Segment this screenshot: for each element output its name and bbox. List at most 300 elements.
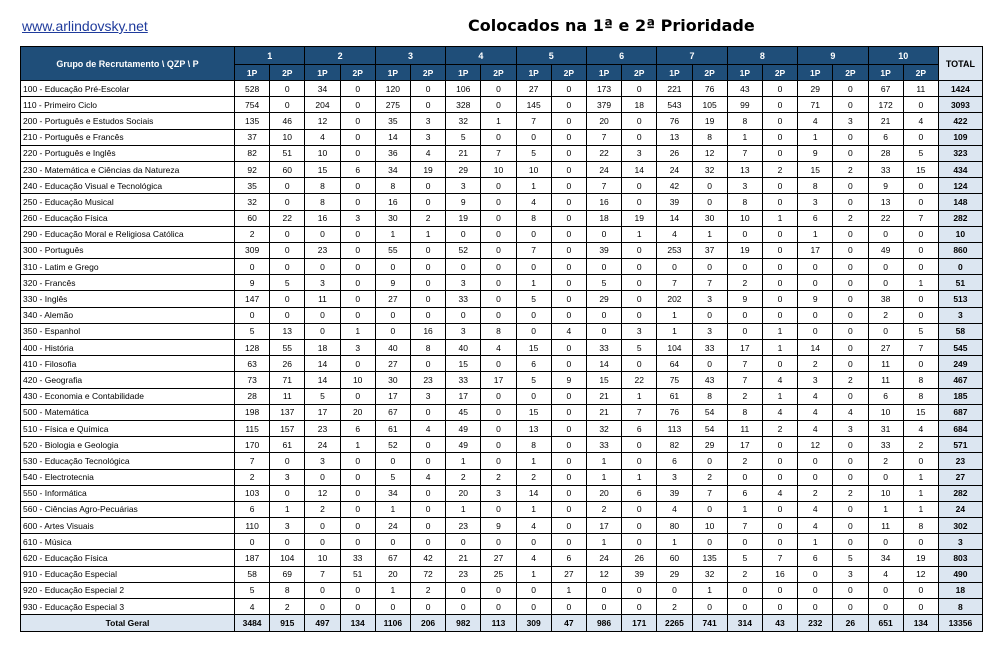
value-cell: 13 (657, 129, 692, 145)
value-cell: 60 (270, 161, 305, 177)
value-cell: 14 (586, 356, 621, 372)
value-cell: 20 (340, 404, 375, 420)
table-row (21, 420, 983, 436)
value-cell: 0 (375, 599, 410, 615)
value-cell: 1 (657, 534, 692, 550)
value-cell: 0 (410, 194, 445, 210)
row-total-cell: 8 (938, 599, 982, 615)
value-cell: 120 (375, 81, 410, 97)
value-cell: 45 (446, 404, 481, 420)
value-cell: 0 (903, 291, 938, 307)
value-cell: 0 (833, 469, 868, 485)
table-row (21, 178, 983, 194)
value-cell: 106 (446, 81, 481, 97)
value-cell: 137 (270, 404, 305, 420)
qzp-header: 8 (727, 47, 797, 65)
value-cell: 38 (868, 291, 903, 307)
priority-header: 2P (270, 65, 305, 81)
value-cell: 1 (516, 566, 551, 582)
value-cell: 8 (481, 323, 516, 339)
total-geral-cell: 171 (622, 615, 657, 632)
qzp-header: 3 (375, 47, 445, 65)
grand-total-cell: 13356 (938, 615, 982, 632)
value-cell: 0 (903, 242, 938, 258)
value-cell: 4 (410, 145, 445, 161)
value-cell: 29 (798, 81, 833, 97)
value-cell: 4 (657, 501, 692, 517)
priority-header: 2P (692, 65, 727, 81)
value-cell: 32 (692, 161, 727, 177)
value-cell: 0 (481, 178, 516, 194)
value-cell: 55 (375, 242, 410, 258)
group-name-cell: 350 - Espanhol (21, 323, 235, 339)
value-cell: 35 (375, 113, 410, 129)
value-cell: 8 (270, 582, 305, 598)
value-cell: 0 (762, 518, 797, 534)
value-cell: 20 (586, 113, 621, 129)
value-cell: 18 (622, 97, 657, 113)
value-cell: 0 (762, 307, 797, 323)
value-cell: 5 (375, 469, 410, 485)
value-cell: 4 (903, 113, 938, 129)
value-cell: 23 (446, 566, 481, 582)
value-cell: 0 (551, 194, 586, 210)
value-cell: 0 (727, 307, 762, 323)
value-cell: 0 (481, 194, 516, 210)
value-cell: 4 (516, 518, 551, 534)
total-column-header: TOTAL (938, 47, 982, 81)
value-cell: 15 (798, 161, 833, 177)
value-cell: 8 (903, 388, 938, 404)
value-cell: 0 (551, 81, 586, 97)
value-cell: 0 (868, 323, 903, 339)
total-geral-cell: 3484 (235, 615, 270, 632)
value-cell: 3 (798, 372, 833, 388)
value-cell: 10 (868, 485, 903, 501)
value-cell: 67 (375, 404, 410, 420)
value-cell: 0 (798, 453, 833, 469)
value-cell: 16 (410, 323, 445, 339)
value-cell: 0 (516, 388, 551, 404)
value-cell: 0 (270, 97, 305, 113)
group-name-cell: 540 - Electrotecnia (21, 469, 235, 485)
value-cell: 9 (727, 291, 762, 307)
value-cell: 0 (410, 534, 445, 550)
value-cell: 1 (657, 323, 692, 339)
value-cell: 14 (622, 161, 657, 177)
value-cell: 12 (305, 113, 340, 129)
group-name-cell: 110 - Primeiro Ciclo (21, 97, 235, 113)
value-cell: 17 (375, 388, 410, 404)
value-cell: 0 (481, 388, 516, 404)
group-name-cell: 220 - Português e Inglês (21, 145, 235, 161)
value-cell: 15 (516, 340, 551, 356)
value-cell: 0 (622, 534, 657, 550)
value-cell: 0 (692, 259, 727, 275)
priority-header: 1P (516, 65, 551, 81)
value-cell: 1 (798, 129, 833, 145)
value-cell: 0 (833, 356, 868, 372)
value-cell: 5 (305, 388, 340, 404)
value-cell: 3 (833, 420, 868, 436)
value-cell: 2 (481, 469, 516, 485)
value-cell: 10 (727, 210, 762, 226)
value-cell: 1 (692, 226, 727, 242)
value-cell: 1 (657, 307, 692, 323)
value-cell: 135 (235, 113, 270, 129)
value-cell: 4 (798, 518, 833, 534)
value-cell: 32 (692, 566, 727, 582)
value-cell: 0 (798, 275, 833, 291)
value-cell: 0 (586, 599, 621, 615)
value-cell: 1 (727, 129, 762, 145)
value-cell: 0 (551, 420, 586, 436)
value-cell: 46 (270, 113, 305, 129)
value-cell: 0 (903, 356, 938, 372)
value-cell: 187 (235, 550, 270, 566)
value-cell: 29 (657, 566, 692, 582)
value-cell: 0 (270, 81, 305, 97)
value-cell: 27 (375, 356, 410, 372)
value-cell: 1 (762, 210, 797, 226)
row-total-cell: 860 (938, 242, 982, 258)
value-cell: 0 (410, 485, 445, 501)
value-cell: 4 (798, 388, 833, 404)
value-cell: 0 (833, 178, 868, 194)
value-cell: 0 (551, 242, 586, 258)
value-cell: 11 (868, 372, 903, 388)
value-cell: 25 (481, 566, 516, 582)
value-cell: 22 (868, 210, 903, 226)
group-name-cell: 250 - Educação Musical (21, 194, 235, 210)
value-cell: 0 (410, 518, 445, 534)
value-cell: 0 (727, 323, 762, 339)
value-cell: 34 (375, 485, 410, 501)
value-cell: 13 (270, 323, 305, 339)
value-cell: 1 (586, 453, 621, 469)
value-cell: 6 (798, 210, 833, 226)
row-total-cell: 0 (938, 259, 982, 275)
value-cell: 0 (833, 81, 868, 97)
table-row (21, 340, 983, 356)
value-cell: 26 (657, 145, 692, 161)
value-cell: 1 (798, 534, 833, 550)
value-cell: 49 (446, 437, 481, 453)
value-cell: 0 (798, 323, 833, 339)
value-cell: 0 (410, 259, 445, 275)
value-cell: 10 (868, 404, 903, 420)
value-cell: 0 (516, 129, 551, 145)
value-cell: 0 (903, 453, 938, 469)
table-row (21, 518, 983, 534)
value-cell: 19 (410, 161, 445, 177)
value-cell: 73 (235, 372, 270, 388)
value-cell: 0 (727, 582, 762, 598)
group-name-cell: 560 - Ciências Agro-Pecuárias (21, 501, 235, 517)
group-name-cell: 100 - Educação Pré-Escolar (21, 81, 235, 97)
table-row (21, 161, 983, 177)
value-cell: 0 (622, 307, 657, 323)
value-cell: 328 (446, 97, 481, 113)
value-cell: 2 (235, 226, 270, 242)
value-cell: 0 (798, 582, 833, 598)
value-cell: 69 (270, 566, 305, 582)
value-cell: 24 (586, 161, 621, 177)
value-cell: 18 (305, 340, 340, 356)
value-cell: 0 (762, 599, 797, 615)
value-cell: 0 (586, 323, 621, 339)
value-cell: 0 (340, 518, 375, 534)
value-cell: 6 (868, 129, 903, 145)
value-cell: 17 (305, 404, 340, 420)
value-cell: 0 (622, 259, 657, 275)
value-cell: 33 (868, 437, 903, 453)
group-name-cell: 520 - Biologia e Geologia (21, 437, 235, 453)
table-row (21, 323, 983, 339)
value-cell: 4 (868, 566, 903, 582)
value-cell: 104 (657, 340, 692, 356)
value-cell: 1 (762, 340, 797, 356)
table-row (21, 113, 983, 129)
value-cell: 0 (340, 469, 375, 485)
value-cell: 0 (410, 501, 445, 517)
value-cell: 0 (868, 582, 903, 598)
row-total-cell: 545 (938, 340, 982, 356)
value-cell: 22 (270, 210, 305, 226)
value-cell: 1 (622, 226, 657, 242)
value-cell: 0 (762, 437, 797, 453)
value-cell: 0 (868, 599, 903, 615)
value-cell: 0 (375, 453, 410, 469)
value-cell: 0 (903, 582, 938, 598)
value-cell: 0 (270, 485, 305, 501)
value-cell: 4 (235, 599, 270, 615)
value-cell: 0 (340, 275, 375, 291)
value-cell: 0 (516, 226, 551, 242)
value-cell: 0 (833, 453, 868, 469)
value-cell: 5 (727, 550, 762, 566)
group-name-cell: 910 - Educação Especial (21, 566, 235, 582)
value-cell: 16 (375, 194, 410, 210)
value-cell: 76 (657, 113, 692, 129)
value-cell: 39 (657, 194, 692, 210)
value-cell: 76 (692, 81, 727, 97)
value-cell: 43 (692, 372, 727, 388)
priority-header: 1P (305, 65, 340, 81)
value-cell: 8 (305, 194, 340, 210)
value-cell: 12 (692, 145, 727, 161)
value-cell: 1 (903, 275, 938, 291)
value-cell: 1 (340, 323, 375, 339)
value-cell: 33 (692, 340, 727, 356)
value-cell: 3 (270, 518, 305, 534)
value-cell: 14 (798, 340, 833, 356)
value-cell: 0 (410, 404, 445, 420)
row-total-cell: 422 (938, 113, 982, 129)
page-title: Colocados na 1ª e 2ª Prioridade (468, 16, 755, 35)
value-cell: 60 (235, 210, 270, 226)
table-row (21, 259, 983, 275)
value-cell: 12 (305, 485, 340, 501)
total-geral-row (21, 615, 983, 632)
value-cell: 0 (833, 323, 868, 339)
value-cell: 0 (692, 194, 727, 210)
value-cell: 1 (375, 501, 410, 517)
value-cell: 6 (868, 388, 903, 404)
table-row (21, 582, 983, 598)
value-cell: 0 (375, 259, 410, 275)
value-cell: 9 (551, 372, 586, 388)
value-cell: 19 (692, 113, 727, 129)
value-cell: 12 (586, 566, 621, 582)
value-cell: 0 (270, 194, 305, 210)
value-cell: 71 (798, 97, 833, 113)
value-cell: 6 (622, 420, 657, 436)
value-cell: 0 (481, 291, 516, 307)
value-cell: 0 (762, 501, 797, 517)
table-row (21, 145, 983, 161)
value-cell: 1 (868, 501, 903, 517)
value-cell: 0 (481, 275, 516, 291)
row-total-cell: 249 (938, 356, 982, 372)
value-cell: 2 (516, 469, 551, 485)
value-cell: 14 (375, 129, 410, 145)
value-cell: 27 (375, 291, 410, 307)
value-cell: 0 (833, 194, 868, 210)
value-cell: 39 (657, 485, 692, 501)
value-cell: 20 (375, 566, 410, 582)
value-cell: 0 (410, 307, 445, 323)
value-cell: 2 (446, 469, 481, 485)
group-name-cell: 610 - Música (21, 534, 235, 550)
value-cell: 0 (798, 599, 833, 615)
value-cell: 49 (868, 242, 903, 258)
value-cell: 0 (305, 307, 340, 323)
value-cell: 0 (762, 97, 797, 113)
value-cell: 6 (551, 550, 586, 566)
value-cell: 3 (481, 485, 516, 501)
value-cell: 5 (903, 323, 938, 339)
value-cell: 0 (340, 97, 375, 113)
value-cell: 49 (446, 420, 481, 436)
value-cell: 0 (340, 226, 375, 242)
value-cell: 1 (375, 582, 410, 598)
value-cell: 2 (868, 453, 903, 469)
value-cell: 14 (516, 485, 551, 501)
table-row (21, 453, 983, 469)
value-cell: 135 (692, 550, 727, 566)
value-cell: 173 (586, 81, 621, 97)
value-cell: 128 (235, 340, 270, 356)
value-cell: 6 (798, 550, 833, 566)
value-cell: 52 (375, 437, 410, 453)
priority-header: 1P (446, 65, 481, 81)
value-cell: 253 (657, 242, 692, 258)
row-total-cell: 24 (938, 501, 982, 517)
row-total-cell: 302 (938, 518, 982, 534)
value-cell: 6 (727, 485, 762, 501)
value-cell: 0 (551, 307, 586, 323)
value-cell: 2 (657, 599, 692, 615)
table-row (21, 81, 983, 97)
value-cell: 0 (270, 259, 305, 275)
qzp-header: 4 (446, 47, 516, 65)
group-name-cell: 500 - Matemática (21, 404, 235, 420)
value-cell: 23 (305, 242, 340, 258)
value-cell: 0 (481, 404, 516, 420)
value-cell: 0 (446, 599, 481, 615)
value-cell: 0 (481, 582, 516, 598)
value-cell: 39 (586, 242, 621, 258)
value-cell: 0 (481, 97, 516, 113)
value-cell: 0 (833, 599, 868, 615)
value-cell: 0 (903, 129, 938, 145)
value-cell: 0 (410, 97, 445, 113)
value-cell: 0 (446, 307, 481, 323)
table-row (21, 242, 983, 258)
value-cell: 5 (833, 550, 868, 566)
value-cell: 309 (235, 242, 270, 258)
value-cell: 0 (868, 534, 903, 550)
value-cell: 7 (305, 566, 340, 582)
value-cell: 0 (727, 599, 762, 615)
value-cell: 17 (481, 372, 516, 388)
value-cell: 3 (305, 453, 340, 469)
value-cell: 51 (270, 145, 305, 161)
value-cell: 9 (375, 275, 410, 291)
value-cell: 1 (692, 582, 727, 598)
value-cell: 1 (903, 469, 938, 485)
value-cell: 0 (305, 534, 340, 550)
value-cell: 0 (833, 388, 868, 404)
value-cell: 0 (903, 226, 938, 242)
value-cell: 7 (657, 275, 692, 291)
value-cell: 3 (727, 178, 762, 194)
value-cell: 3 (446, 178, 481, 194)
value-cell: 7 (727, 372, 762, 388)
value-cell: 19 (446, 210, 481, 226)
value-cell: 0 (481, 210, 516, 226)
value-cell: 0 (692, 599, 727, 615)
value-cell: 0 (516, 307, 551, 323)
table-row (21, 501, 983, 517)
value-cell: 0 (340, 178, 375, 194)
site-link[interactable]: www.arlindovsky.net (22, 18, 148, 34)
value-cell: 0 (410, 178, 445, 194)
value-cell: 3 (692, 291, 727, 307)
value-cell: 0 (692, 501, 727, 517)
value-cell: 5 (270, 275, 305, 291)
value-cell: 0 (622, 291, 657, 307)
value-cell: 7 (235, 453, 270, 469)
table-row (21, 469, 983, 485)
value-cell: 2 (410, 210, 445, 226)
row-total-cell: 185 (938, 388, 982, 404)
value-cell: 0 (551, 469, 586, 485)
value-cell: 1 (446, 453, 481, 469)
value-cell: 15 (586, 372, 621, 388)
value-cell: 0 (833, 275, 868, 291)
value-cell: 0 (305, 599, 340, 615)
value-cell: 4 (410, 469, 445, 485)
value-cell: 3 (622, 145, 657, 161)
value-cell: 61 (657, 388, 692, 404)
value-cell: 0 (340, 145, 375, 161)
value-cell: 2 (798, 356, 833, 372)
value-cell: 55 (270, 340, 305, 356)
total-geral-cell: 1106 (375, 615, 410, 632)
table-row (21, 534, 983, 550)
